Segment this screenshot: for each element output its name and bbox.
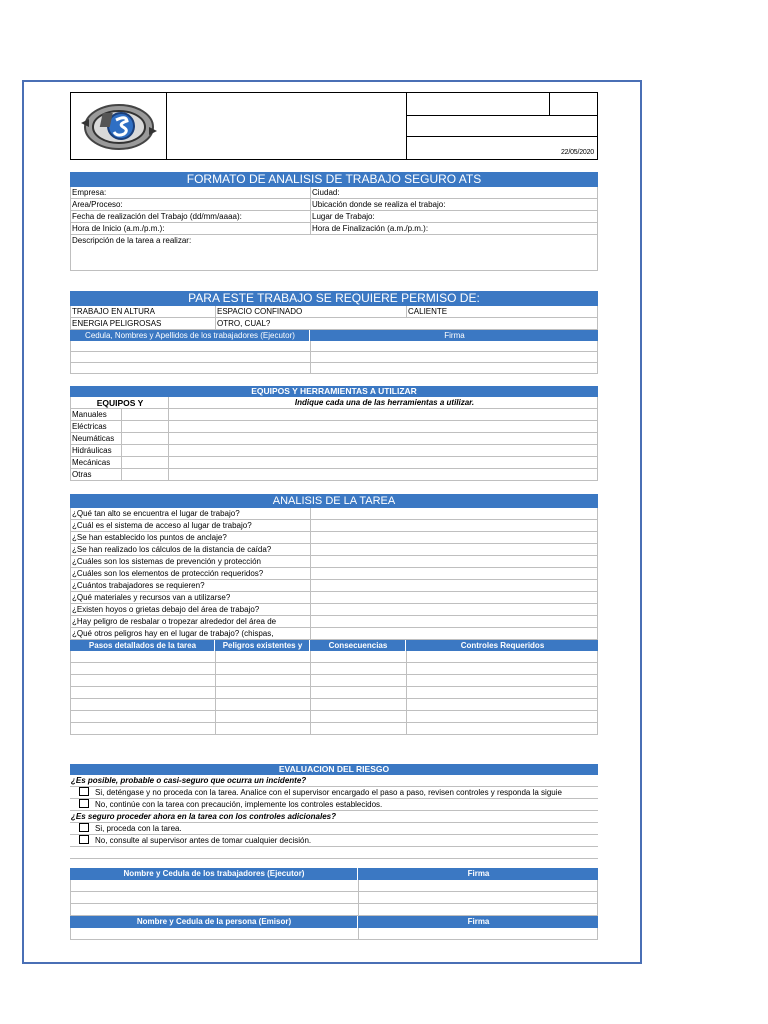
analysis-steps xyxy=(70,651,598,735)
col-peligros: Peligros existentes y xyxy=(215,640,309,651)
analysis-answer-cell[interactable] xyxy=(310,556,599,567)
workers-firma-header: Firma xyxy=(310,330,598,341)
analysis-question: ¿Qué materiales y recursos van a utilizarse? xyxy=(72,593,231,602)
analysis-question-row xyxy=(70,628,598,640)
workers-row xyxy=(70,363,598,374)
row-descripcion xyxy=(70,235,598,271)
row-horas xyxy=(70,223,598,235)
analysis-answer-cell[interactable] xyxy=(310,568,599,579)
analysis-step-row xyxy=(70,651,598,663)
equipment-col-left: EQUIPOS Y xyxy=(96,398,144,408)
analysis-question-row xyxy=(70,604,598,616)
header-version-cell xyxy=(406,115,597,137)
equipment-row xyxy=(70,445,598,457)
main-title: FORMATO DE ANALISIS DE TRABAJO SEGURO ATS xyxy=(70,172,598,187)
equipment-item: Neumáticas xyxy=(72,434,115,443)
workers-header: Cedula, Nombres y Apellidos de los trabajadores (Ejecutor) xyxy=(70,330,309,341)
workers-row xyxy=(70,341,598,352)
analysis-question: ¿Se han realizado los cálculos de la distancia de caída? xyxy=(72,545,272,554)
analysis-question: ¿Cuántos trabajadores se requieren? xyxy=(72,581,205,590)
analysis-question-row xyxy=(70,544,598,556)
equipment-row xyxy=(70,433,598,445)
risk-q1-row xyxy=(70,775,598,787)
form-header xyxy=(70,92,598,160)
risk-q2-row xyxy=(70,811,598,823)
analysis-answer-cell[interactable] xyxy=(310,520,599,531)
col-controles: Controles Requeridos xyxy=(406,640,598,651)
equipment-item: Mecánicas xyxy=(72,458,111,467)
general-section xyxy=(70,172,598,271)
risk-q1-opt1-row[interactable] xyxy=(70,787,598,799)
empresa-label: Empresa: xyxy=(72,188,107,197)
sig-emisor-label: Nombre y Cedula de la persona (Emisor) xyxy=(70,916,357,928)
permit-energia: ENERGIA PELIGROSAS xyxy=(72,319,162,328)
col-pasos: Pasos detallados de la tarea xyxy=(70,640,214,651)
analysis-answer-cell[interactable] xyxy=(310,616,599,627)
equipment-row xyxy=(70,409,598,421)
permits-title: PARA ESTE TRABAJO SE REQUIERE PERMISO DE: xyxy=(70,291,598,306)
analysis-answer-cell[interactable] xyxy=(310,508,599,519)
ats-form xyxy=(70,92,598,926)
analysis-step-row xyxy=(70,723,598,735)
analysis-question: ¿Qué tan alto se encuentra el lugar de trabajo? xyxy=(72,509,240,518)
analysis-question-row xyxy=(70,616,598,628)
sig-row xyxy=(70,928,598,940)
workers-row xyxy=(70,352,598,363)
risk-q2-opt1: Si, proceda con la tarea. xyxy=(95,824,182,833)
sig-workers-label: Nombre y Cedula de los trabajadores (Ejecutor) xyxy=(70,868,357,880)
analysis-answer-cell[interactable] xyxy=(310,628,599,639)
sig-emisor-header xyxy=(70,916,598,928)
equipment-item: Hidráulicas xyxy=(72,446,112,455)
equipment-row xyxy=(70,421,598,433)
equipment-item: Eléctricas xyxy=(72,422,107,431)
checkbox[interactable] xyxy=(79,787,89,796)
hora-inicio-label: Hora de Inicio (a.m./p.m.): xyxy=(72,224,165,233)
analysis-section xyxy=(70,494,598,735)
col-consecuencias: Consecuencias xyxy=(310,640,405,651)
analysis-step-row xyxy=(70,687,598,699)
analysis-question-row xyxy=(70,508,598,520)
equipment-row xyxy=(70,469,598,481)
descripcion-label: Descripción de la tarea a realizar: xyxy=(72,236,192,245)
equipment-item: Otras xyxy=(72,470,92,479)
analysis-question-row xyxy=(70,556,598,568)
row-area xyxy=(70,199,598,211)
analysis-step-row xyxy=(70,675,598,687)
sig-row xyxy=(70,880,598,892)
area-label: Area/Proceso: xyxy=(72,200,123,209)
spacer-row xyxy=(70,847,598,859)
analysis-step-row xyxy=(70,699,598,711)
risk-section xyxy=(70,764,598,859)
row-empresa xyxy=(70,187,598,199)
checkbox[interactable] xyxy=(79,799,89,808)
risk-q2: ¿Es seguro proceder ahora en la tarea con los controles adicionales? xyxy=(71,812,336,821)
risk-q1-opt1: Si, deténgase y no proceda con la tarea. Analice con el supervisor encargado el paso a paso, revisen controles y responda la siguie xyxy=(95,788,562,797)
risk-q2-opt1-row[interactable] xyxy=(70,823,598,835)
equipment-col-right: Indique cada una de las herramientas a utilizar. xyxy=(168,397,599,408)
hora-fin-label: Hora de Finalización (a.m./p.m.): xyxy=(310,223,599,234)
ciudad-label: Ciudad: xyxy=(310,187,599,198)
fecha-label: Fecha de realización del Trabajo (dd/mm/aaaa): xyxy=(72,212,242,221)
permits-row-1 xyxy=(70,306,598,318)
sig-row xyxy=(70,904,598,916)
permit-altura: TRABAJO EN ALTURA xyxy=(72,307,155,316)
analysis-question-row xyxy=(70,580,598,592)
lugar-label: Lugar de Trabajo: xyxy=(310,211,599,222)
analysis-question-row xyxy=(70,532,598,544)
header-title-cell xyxy=(166,93,407,159)
header-date-cell xyxy=(406,136,597,159)
header-code-cell xyxy=(406,93,597,116)
analysis-answer-cell[interactable] xyxy=(310,544,599,555)
analysis-question: ¿Qué otros peligros hay en el lugar de trabajo? (chispas, xyxy=(72,629,274,638)
signatures-section xyxy=(70,868,598,940)
analysis-question: ¿Cuál es el sistema de acceso al lugar de trabajo? xyxy=(72,521,252,530)
analysis-step-row xyxy=(70,711,598,723)
permit-otro: OTRO, CUAL? xyxy=(215,318,406,329)
analysis-answer-cell[interactable] xyxy=(310,580,599,591)
risk-title: EVALUACION DEL RIESGO xyxy=(70,764,598,775)
analysis-step-row xyxy=(70,663,598,675)
equipment-section xyxy=(70,386,598,481)
sig-row xyxy=(70,892,598,904)
analysis-answer-cell[interactable] xyxy=(310,592,599,603)
analysis-columns-header xyxy=(70,640,598,651)
risk-q1: ¿Es posible, probable o casi-seguro que ocurra un incidente? xyxy=(71,776,307,785)
equipment-row xyxy=(70,457,598,469)
risk-q2-opt2-row[interactable] xyxy=(70,835,598,847)
risk-q1-opt2: No, continúe con la tarea con precaución, implemente los controles establecidos. xyxy=(95,800,383,809)
analysis-question: ¿Cuáles son los elementos de protección requeridos? xyxy=(72,569,264,578)
risk-q1-opt2-row[interactable] xyxy=(70,799,598,811)
workers-header-row xyxy=(70,330,598,341)
equipment-header-row xyxy=(70,397,598,409)
permits-section xyxy=(70,291,598,374)
analysis-question: ¿Cuáles son los sistemas de prevención y protección xyxy=(72,557,261,566)
permits-row-2 xyxy=(70,318,598,330)
analysis-question: ¿Se han establecido los puntos de anclaje? xyxy=(72,533,227,542)
analysis-question: ¿Existen hoyos o grietas debajo del área de trabajo? xyxy=(72,605,260,614)
analysis-title: ANALISIS DE LA TAREA xyxy=(70,494,598,508)
checkbox[interactable] xyxy=(79,835,89,844)
sig-workers-firma: Firma xyxy=(358,868,598,880)
analysis-answer-cell[interactable] xyxy=(310,532,599,543)
analysis-question-row xyxy=(70,592,598,604)
sig-workers-header xyxy=(70,868,598,880)
header-date: 22/05/2020 xyxy=(560,149,594,156)
permit-confinado: ESPACIO CONFINADO xyxy=(215,306,406,317)
equipment-title: EQUIPOS Y HERRAMIENTAS A UTILIZAR xyxy=(70,386,598,397)
risk-q2-opt2: No, consulte al supervisor antes de tomar cualquier decisión. xyxy=(95,836,312,845)
permit-caliente: CALIENTE xyxy=(406,306,599,317)
equipment-item: Manuales xyxy=(72,410,107,419)
analysis-questions xyxy=(70,508,598,640)
company-logo xyxy=(71,93,167,159)
analysis-answer-cell[interactable] xyxy=(310,604,599,615)
ubicacion-label: Ubicación donde se realiza el trabajo: xyxy=(310,199,599,210)
sig-emisor-firma: Firma xyxy=(358,916,598,928)
checkbox[interactable] xyxy=(79,823,89,832)
analysis-question-row xyxy=(70,520,598,532)
row-fecha xyxy=(70,211,598,223)
analysis-question-row xyxy=(70,568,598,580)
analysis-question: ¿Hay peligro de resbalar o tropezar alrededor del área de xyxy=(72,617,277,626)
